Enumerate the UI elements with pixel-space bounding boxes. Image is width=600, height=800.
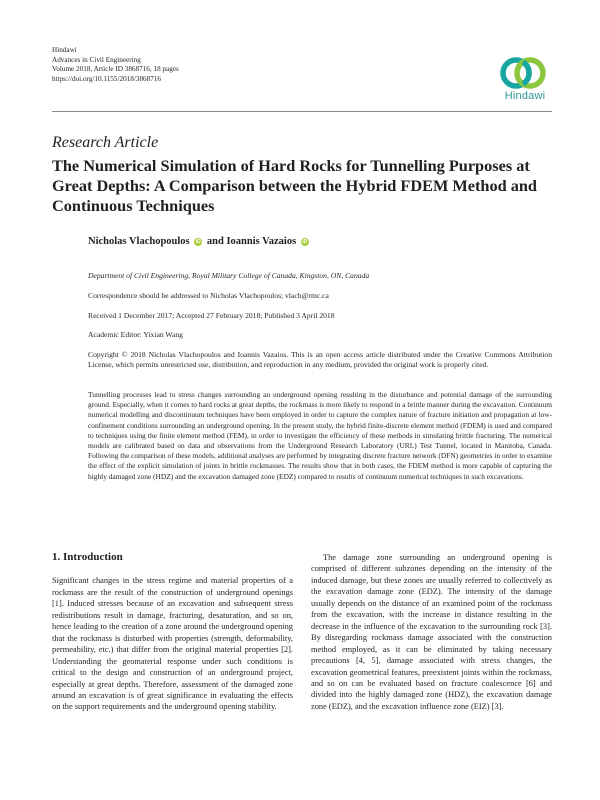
copyright-notice: Copyright © 2018 Nicholas Vlachopoulos and Ioannis Vazaios. This is an open access article distributed under the Creative Commons Attribution License, which permits unrestricted use, distribution, and reproduction in any medium, provided the original work is properly cited. bbox=[88, 350, 552, 369]
author-name[interactable]: Nicholas Vlachopoulos bbox=[88, 236, 190, 247]
doi-link[interactable]: https://doi.org/10.1155/2018/3868716 bbox=[52, 74, 162, 83]
affiliation: Department of Civil Engineering, Royal Military College of Canada, Kingston, ON, Canada bbox=[88, 271, 370, 280]
author-name[interactable]: Ioannis Vazaios bbox=[226, 236, 297, 247]
journal-meta bbox=[52, 46, 179, 84]
article-type: Research Article bbox=[52, 134, 159, 151]
left-column bbox=[52, 552, 293, 713]
orcid-icon[interactable]: iD bbox=[302, 239, 308, 245]
abstract: Tunnelling processes lead to stress changes surrounding an underground opening resulting in the disturbance and potential damage of the surrounding ground. Especially, when it comes to hard rocks at great depths, the rockmass is more likely to respond in a brittle manner during the excavation. Continuum numerical modelling and discontinuum techniques have been employed in order to capture the complex nature of fracture initiation and propagation at low-confinement conditions surrounding an underground opening. In the present study, the hybrid finite-discrete element method (FDEM) is used and compared to techniques using the finite element method (FEM), in order to investigate the efficiency of these methods in simulating brittle fracturing. The numerical models are calibrated based on data and observations from the Underground Research Laboratory (URL) Test Tunnel, located in Manitoba, Canada. Following the comparison of these models, additional analyses are performed by integrating discrete fracture network (DFN) geometries in order to examine the effect of the explicit simulation of joints in brittle rockmasses. The results show that in both cases, the FDEM method is more capable of capturing the highly damaged zone (HDZ) and the excavation damaged zone (EDZ) compared to results of continuum numerical techniques in such excavations. bbox=[88, 390, 552, 481]
volume-info: Volume 2018, Article ID 3868716, 18 pages bbox=[52, 65, 179, 74]
right-column bbox=[311, 552, 552, 712]
paper-title: The Numerical Simulation of Hard Rocks for Tunnelling Purposes at Great Depths: A Comparison between the Hybrid FDEM Method and Continuous Techniques bbox=[52, 156, 537, 215]
body-paragraph: The damage zone surrounding an underground opening is comprised of different subzones depending on the intensity of the induced damage, but these zones are usually referred to collectively as the excavation damage zone (EDZ). The intensity of the damage usually depends on the distance of an examined point of the rockmass from the excavation, with the increase in distance resulting in the decrease in the influence of the excavation to the surrounding rock [3]. By disregarding rockmass damage associated with the construction method employed, as it can be eliminated by taking necessary precautions [4, 5], damage associated with stress changes, the excavation geometrical features, preexistent joints within the rockmass, and so on can be evaluated based on fracture coalescence [6] and divided into the highly damaged zone (HDZ), the excavation damage zone (EDZ), and the excavation influence zone (EIZ) [3]. bbox=[311, 553, 552, 711]
journal-name: Advances in Civil Engineering bbox=[52, 55, 141, 64]
publication-dates: Received 1 December 2017; Accepted 27 February 2018; Published 3 April 2018 bbox=[88, 311, 335, 320]
academic-editor: Academic Editor: Yixian Wang bbox=[88, 330, 183, 339]
hindawi-logo-text: Hindawi bbox=[504, 90, 546, 102]
body-paragraph: Significant changes in the stress regime and material properties of a rockmass are the result of the construction of underground openings [1]. Induced stresses because of an excavation and subsequent stress redistributions result in damage, fracturing, desaturation, and so on, hence leading to the creation of a zone around the underground opening that the rockmass is disturbed with properties (strength, deformability, permeability, etc.) that differ from the original material properties [2]. Understanding the geomaterial response under such conditions is critical to the design and construction of an underground project, especially at great depths. Therefore, assessment of the damaged zone around an excavation is of great significance in evaluating the effects on the support requirements and the underground opening stability. bbox=[52, 576, 293, 712]
publisher-name: Hindawi bbox=[52, 46, 77, 54]
header-divider bbox=[52, 111, 552, 112]
author-joiner: and bbox=[206, 236, 224, 247]
section-heading: 1. Introduction bbox=[52, 551, 123, 563]
author-list bbox=[88, 236, 311, 247]
correspondence: Correspondence should be addressed to Nicholas Vlachopoulos; vlach@rmc.ca bbox=[88, 291, 329, 300]
orcid-icon[interactable]: iD bbox=[195, 239, 201, 245]
